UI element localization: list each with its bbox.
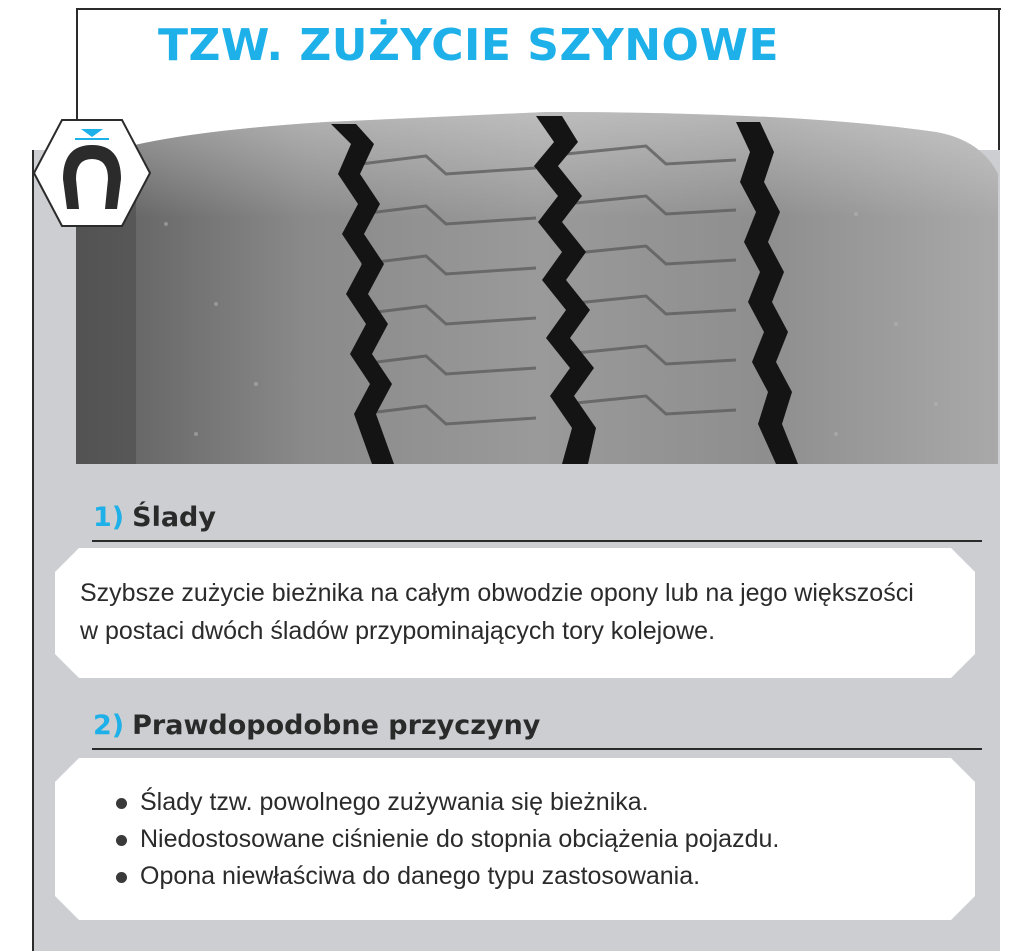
section-number: 1) [93, 502, 125, 533]
content-panel-edge [32, 150, 34, 951]
list-item: Ślady tzw. powolnego zużywania się bieżnika. [112, 784, 779, 821]
tire-cross-section-icon [31, 117, 153, 229]
section-heading-text: Prawdopodobne przyczyny [132, 710, 541, 741]
frame-top-border [76, 8, 1001, 10]
list-item: Opona niewłaściwa do danego typu zastosowania. [112, 858, 779, 895]
page-title: TZW. ZUŻYCIE SZYNOWE [158, 20, 780, 71]
list-item: Niedostosowane ciśnienie do stopnia obciążenia pojazdu. [112, 821, 779, 858]
description-line: w postaci dwóch śladów przypominających tory kolejowe. [80, 617, 716, 645]
section-heading-text: Ślady [132, 502, 216, 533]
description-line: Szybsze zużycie bieżnika na całym obwodzie opony lub na jego większości [80, 579, 914, 607]
section-heading-traces [93, 500, 216, 536]
causes-list [112, 784, 779, 895]
section-heading-causes [93, 708, 540, 744]
section-divider [92, 540, 982, 542]
section-divider [92, 748, 982, 750]
section-number: 2) [93, 710, 125, 741]
tire-tread-photo [76, 104, 998, 464]
